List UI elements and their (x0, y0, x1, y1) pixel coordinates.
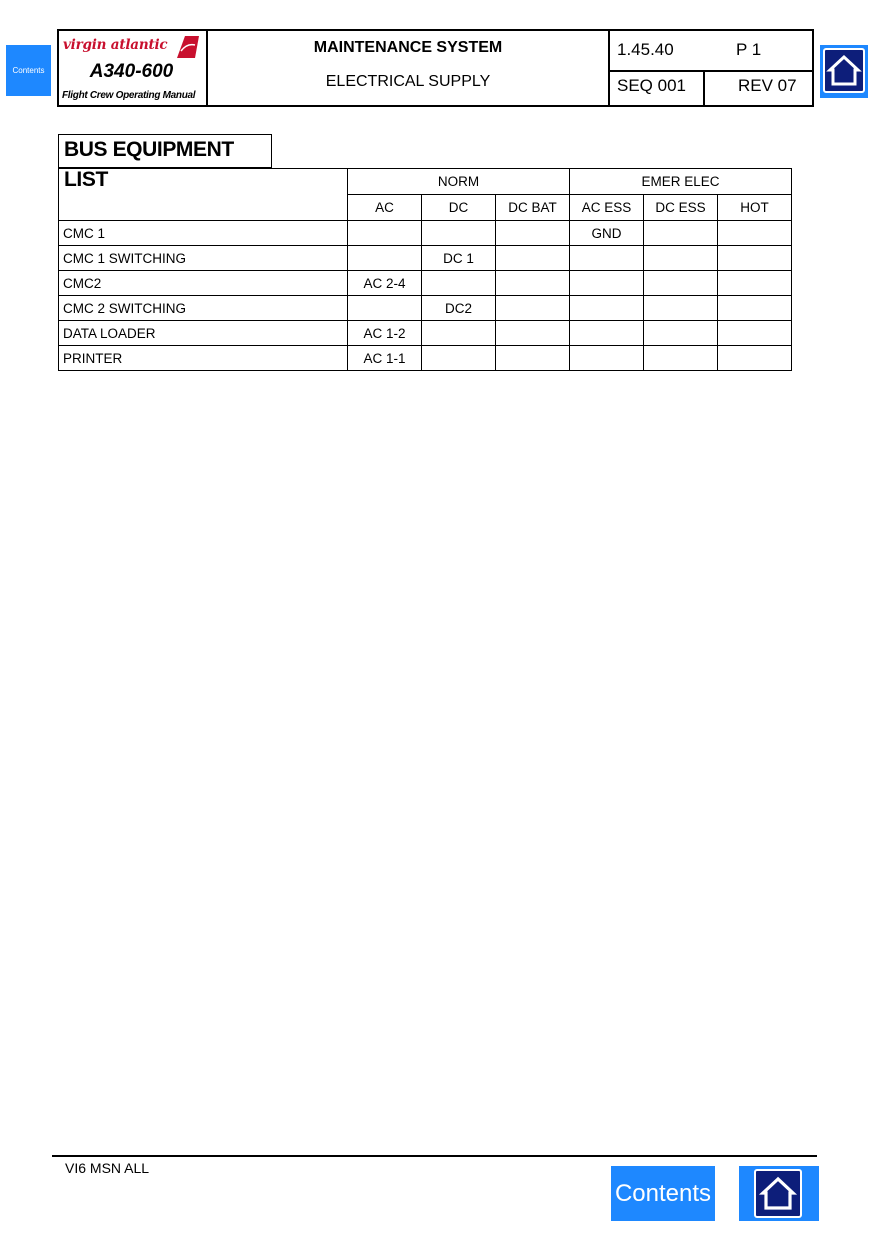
equipment-name: CMC 1 SWITCHING (59, 246, 348, 271)
bus-cell (718, 346, 792, 371)
bus-cell (496, 321, 570, 346)
group-header-emer-elec: EMER ELEC (570, 169, 792, 195)
bus-cell (496, 221, 570, 246)
bus-cell (644, 296, 718, 321)
column-header: DC BAT (496, 195, 570, 221)
bus-cell (570, 296, 644, 321)
home-button[interactable] (820, 45, 868, 98)
bus-cell (496, 246, 570, 271)
equipment-name: CMC 1 (59, 221, 348, 246)
bus-cell (496, 296, 570, 321)
title-block (208, 31, 610, 105)
equipment-name: CMC 2 SWITCHING (59, 296, 348, 321)
aircraft-model: A340-600 (89, 61, 174, 82)
table-row (59, 221, 792, 246)
bus-cell (570, 321, 644, 346)
bus-cell (718, 221, 792, 246)
bus-cell (422, 321, 496, 346)
equipment-name: CMC2 (59, 271, 348, 296)
contents-button-footer[interactable]: Contents (611, 1166, 715, 1221)
bus-cell: AC 1-2 (348, 321, 422, 346)
page-title: MAINTENANCE SYSTEM (313, 39, 503, 56)
column-header: HOT (718, 195, 792, 221)
tail-logo-icon (173, 36, 199, 58)
bus-cell: GND (570, 221, 644, 246)
table-row (59, 296, 792, 321)
bus-cell (644, 221, 718, 246)
bus-cell (718, 296, 792, 321)
manual-name: Flight Crew Operating Manual (62, 90, 196, 101)
sequence-number: SEQ 001 (617, 76, 686, 95)
home-icon (754, 1169, 802, 1218)
bus-cell (718, 271, 792, 296)
logo-block (59, 31, 208, 105)
column-header: DC ESS (644, 195, 718, 221)
brand-logo: virgin atlantic (63, 37, 168, 53)
footer-divider (52, 1155, 817, 1157)
bus-cell: DC 1 (422, 246, 496, 271)
column-header: DC (422, 195, 496, 221)
column-header: AC (348, 195, 422, 221)
page-number: P 1 (736, 40, 762, 59)
revision-number: REV 07 (738, 76, 797, 95)
table-row (59, 321, 792, 346)
bus-cell (570, 246, 644, 271)
bus-cell (348, 221, 422, 246)
bus-cell (570, 271, 644, 296)
bus-cell: DC2 (422, 296, 496, 321)
bus-cell (644, 271, 718, 296)
bus-cell (644, 246, 718, 271)
column-header: AC ESS (570, 195, 644, 221)
bus-cell: AC 1-1 (348, 346, 422, 371)
bus-cell (718, 246, 792, 271)
applicability: VI6 MSN ALL (65, 1160, 150, 1176)
table-corner (59, 169, 348, 221)
bus-cell (718, 321, 792, 346)
bus-cell (496, 346, 570, 371)
section-title: BUS EQUIPMENT LIST (58, 134, 272, 168)
bus-cell (348, 246, 422, 271)
bus-cell (422, 346, 496, 371)
reference-block (610, 31, 812, 105)
contents-button[interactable]: Contents (6, 45, 51, 96)
page-subtitle: ELECTRICAL SUPPLY (325, 73, 491, 90)
bus-cell (422, 221, 496, 246)
section-code: 1.45.40 (617, 40, 674, 59)
bus-cell (422, 271, 496, 296)
bus-cell (644, 346, 718, 371)
table-row (59, 246, 792, 271)
table-row (59, 346, 792, 371)
equipment-name: DATA LOADER (59, 321, 348, 346)
bus-cell (496, 271, 570, 296)
document-header (57, 29, 814, 107)
bus-equipment-table (58, 168, 792, 371)
bus-cell (570, 346, 644, 371)
home-icon (823, 48, 865, 93)
bus-cell (348, 296, 422, 321)
table-row (59, 271, 792, 296)
equipment-name: PRINTER (59, 346, 348, 371)
bus-cell: AC 2-4 (348, 271, 422, 296)
home-button-footer[interactable] (739, 1166, 819, 1221)
group-header-norm: NORM (348, 169, 570, 195)
bus-cell (644, 321, 718, 346)
